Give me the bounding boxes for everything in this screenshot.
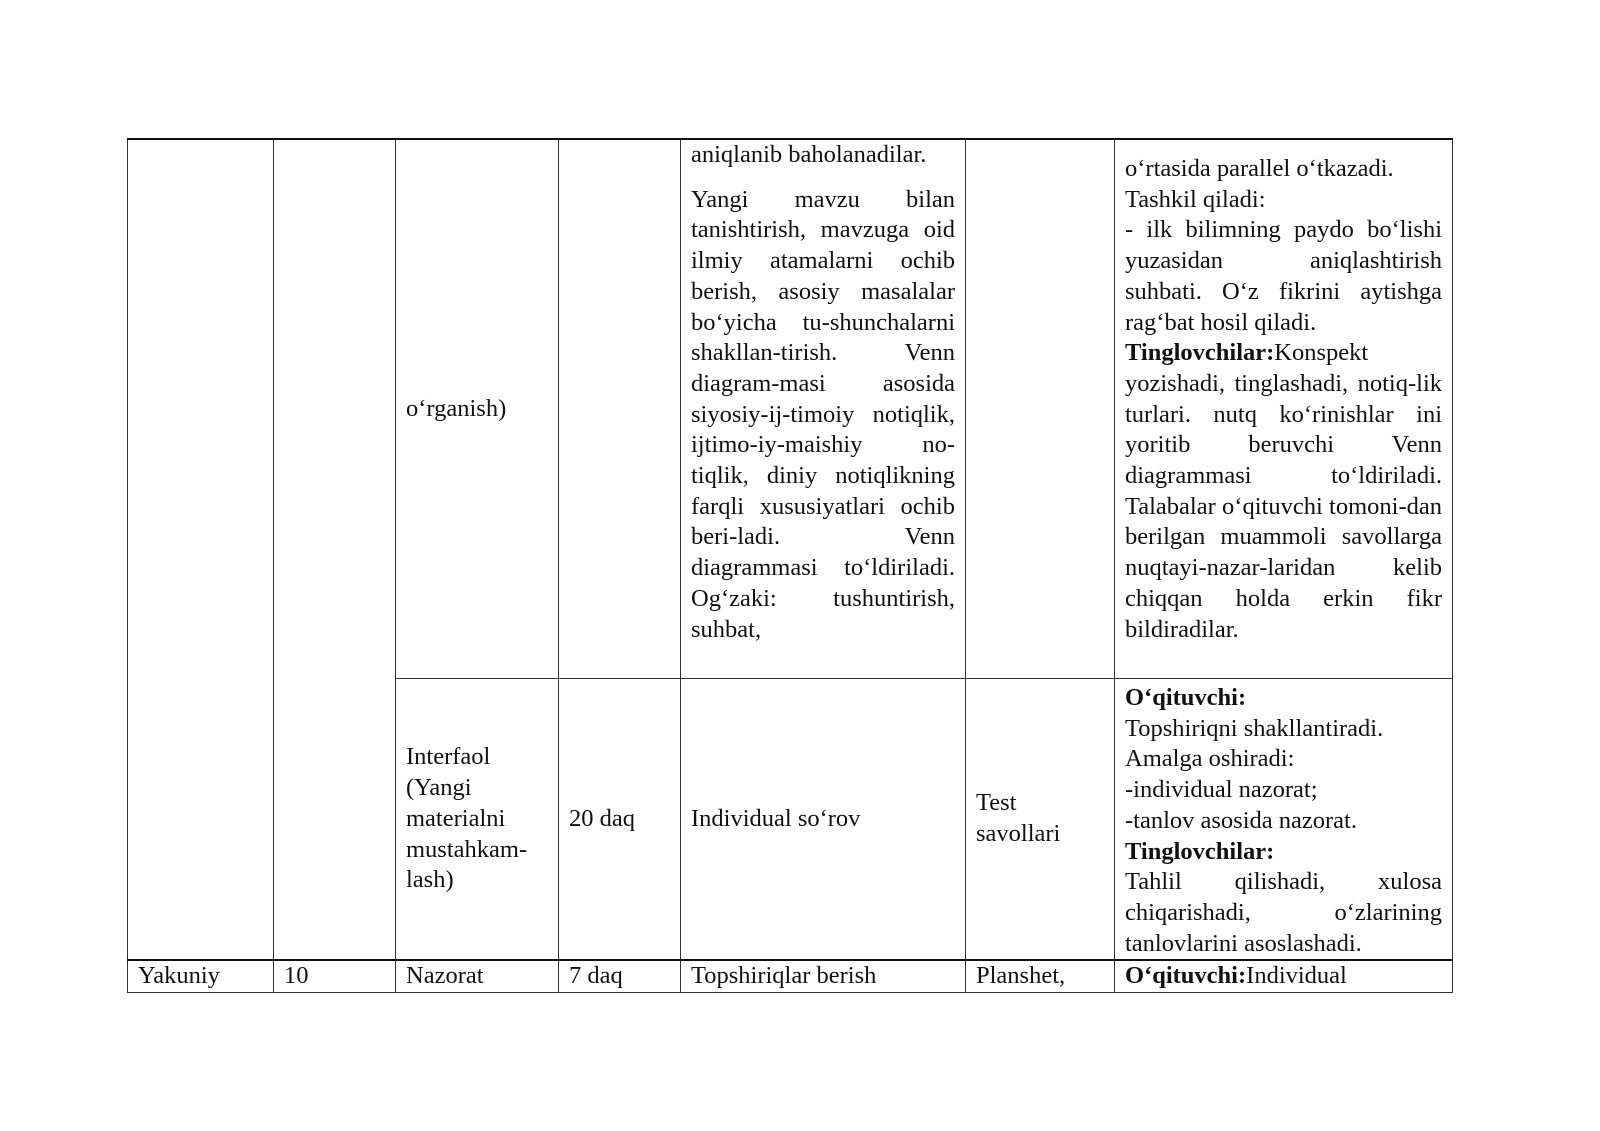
method-text: Interfaol (Yangi materialni mustahkam-lash)	[406, 743, 528, 894]
roles-cell	[1115, 139, 1453, 679]
time-cell	[559, 679, 681, 961]
lesson-plan-table-wrapper	[127, 138, 1452, 993]
duration-total-cell	[274, 139, 396, 960]
roles-line-1: Topshiriqni shakllantiradi.	[1125, 714, 1384, 742]
roles-cell	[1115, 679, 1453, 961]
tools-text: Test savollari	[976, 789, 1061, 848]
listeners-text: Konspekt yozishadi, tinglashadi, notiq-lik turlari. nutq ko‘rinishlar ini yoritib beruvchi Venn diagrammasi to‘ldiriladi. Talabalar o‘qituvchi tomoni-dan berilgan muammoli savollarga nuqtayi-nazar-laridan kelib chiqqan holda erkin fikr bildiradilar.	[1125, 339, 1442, 643]
method-text: o‘rganish)	[406, 394, 507, 422]
roles-line-1: o‘rtasida parallel o‘tkazadi.	[1125, 155, 1394, 182]
duration-text: 10	[284, 962, 309, 990]
table-row	[128, 139, 1453, 679]
teacher-label: O‘qituvchi:	[1125, 962, 1247, 990]
roles-line-2: Amalga oshiradi:	[1125, 745, 1295, 773]
listeners-label: Tinglovchilar:	[1125, 339, 1275, 367]
stage-text: Yakuniy	[138, 962, 220, 990]
activity-cell	[681, 679, 966, 961]
stage-cell	[128, 139, 274, 960]
activity-body-text: Yangi mavzu bilan tanishtirish, mavzuga oid ilmiy atamalarni ochib berish, asosiy masalalar bo‘yicha tu-shunchalarni shakllan-tirish. Venn diagram-masi asosida siyosiy-ij-timoiy notiqlik, ijtimo-iy-maishiy no-tiqlik, diniy notiqlikning farqli xususiyatlari ochib beri-ladi. Venn diagrammasi to‘ldiriladi. Og‘zaki: tushuntirish, suhbat,	[691, 185, 955, 643]
method-text: Nazorat	[406, 962, 484, 990]
activity-text: Topshiriqlar berish	[691, 962, 877, 990]
teacher-label: O‘qituvchi:	[1125, 684, 1247, 711]
table-row	[128, 960, 1453, 992]
roles-line-4: -tanlov asosida nazorat.	[1125, 806, 1357, 834]
roles-line-3: -individual nazorat;	[1125, 776, 1318, 804]
roles-text: Individual	[1246, 962, 1347, 990]
stage-cell	[128, 960, 274, 992]
time-cell	[559, 139, 681, 679]
listeners-label: Tinglovchilar:	[1125, 837, 1275, 865]
method-cell	[396, 139, 559, 679]
tools-text: Planshet,	[976, 962, 1066, 990]
tools-cell	[966, 960, 1115, 992]
roles-paragraph: Tahlil qilishadi, xulosa chiqarishadi, o‘zlarining tanlovlarini asoslashadi.	[1125, 868, 1442, 957]
tools-cell	[966, 679, 1115, 961]
activity-cell	[681, 139, 966, 679]
time-text: 7 daq	[569, 962, 623, 990]
roles-cell	[1115, 960, 1453, 992]
time-text: 20 daq	[569, 804, 635, 832]
activity-top-text: aniqlanib baholanadilar.	[691, 141, 927, 168]
time-cell	[559, 960, 681, 992]
method-cell	[396, 679, 559, 961]
lesson-plan-table	[127, 138, 1453, 993]
method-cell	[396, 960, 559, 992]
activity-cell	[681, 960, 966, 992]
roles-listeners-paragraph	[1125, 338, 1442, 645]
tools-cell	[966, 139, 1115, 679]
roles-line-2: Tashkil qiladi:	[1125, 185, 1266, 213]
roles-paragraph: - ilk bilimning paydo bo‘lishi yuzasidan aniqlashtirish suhbati. O‘z fikrini aytishga rag‘bat hosil qiladi.	[1125, 216, 1442, 336]
duration-total-cell	[274, 960, 396, 992]
activity-text: Individual so‘rov	[691, 804, 861, 832]
